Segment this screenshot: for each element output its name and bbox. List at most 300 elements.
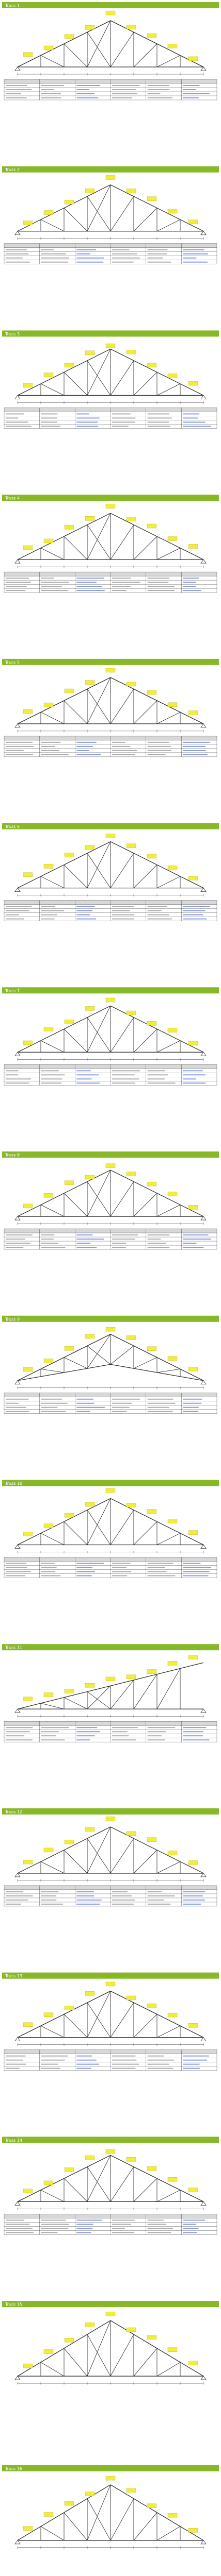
top-chord — [180, 2026, 203, 2038]
table-cell-text-mark — [41, 586, 62, 587]
member-label-plate — [188, 57, 198, 61]
table-cell-text-mark — [6, 2056, 25, 2057]
table-cell-text-mark — [41, 1239, 54, 1240]
diagonal-web — [64, 1698, 87, 1709]
member-label-plate — [44, 2512, 53, 2516]
member-label-plate — [188, 544, 198, 548]
table-cell-text-mark — [76, 750, 89, 751]
table-cell-text-mark — [148, 1891, 162, 1892]
member-label-plate — [147, 1021, 156, 1025]
member-label-plate — [168, 1028, 177, 1032]
bottom-chord — [64, 1368, 87, 1372]
table-cell-text-mark — [183, 2219, 205, 2221]
member-label-plate — [44, 1193, 53, 1197]
table-cell-text-mark — [148, 1078, 165, 1079]
bottom-chord — [110, 1364, 134, 1368]
table-cell-text-mark — [6, 1247, 23, 1248]
table-cell-text-mark — [6, 2068, 20, 2069]
support-icon — [201, 1545, 206, 1548]
table-cell-text-mark — [148, 578, 169, 579]
table-cell-text-mark — [112, 421, 135, 422]
table-cell-text-mark — [112, 910, 130, 911]
member-label-plate — [147, 854, 156, 858]
member-label-plate — [188, 381, 198, 385]
section-title: Truss 3 — [5, 331, 20, 336]
support-icon — [201, 560, 206, 563]
diagonal-web — [64, 1358, 87, 1368]
table-cell-text-mark — [76, 1411, 90, 1412]
top-chord — [157, 1668, 180, 1674]
member-label-plate — [106, 1488, 115, 1493]
member-label-plate — [168, 1357, 177, 1361]
table-cell-text-mark — [76, 1739, 90, 1740]
diagonal-web — [64, 1521, 87, 1545]
support-icon — [15, 231, 20, 235]
table-cell-text-mark — [6, 258, 23, 259]
table-cell-text-mark — [6, 582, 31, 583]
table-cell-text-mark — [6, 1567, 27, 1568]
member-label-plate — [147, 2335, 156, 2340]
table-cell-text-mark — [112, 2228, 125, 2229]
diagonal-web — [87, 1686, 110, 1709]
table-cell-text-mark — [76, 1900, 101, 1901]
table-cell-text-mark — [6, 1900, 28, 1901]
diagonal-web — [87, 2334, 110, 2376]
truss-section — [2, 2, 219, 100]
member-label-plate — [106, 2149, 115, 2154]
support-icon — [201, 1052, 206, 1056]
member-label-plate — [44, 2349, 53, 2353]
table-cell-text-mark — [41, 426, 60, 427]
top-chord — [110, 2320, 134, 2334]
table-cell-text-mark — [112, 906, 134, 907]
table-cell-text-mark — [41, 2056, 68, 2057]
member-label-plate — [23, 709, 33, 714]
table-cell-text-mark — [112, 1247, 126, 1248]
support-icon — [201, 67, 206, 71]
member-label-plate — [85, 2323, 94, 2327]
member-label-plate — [44, 2013, 53, 2017]
table-cell-text-mark — [112, 919, 134, 920]
table-cell-text-mark — [76, 249, 96, 250]
table-cell-text-mark — [76, 1239, 104, 1240]
table-cell-text-mark — [112, 93, 137, 94]
member-label-plate — [65, 1020, 74, 1024]
bottom-chord — [87, 1364, 110, 1368]
diagonal-web — [110, 1346, 134, 1364]
table-cell-text-mark — [6, 910, 29, 911]
table-cell-text-mark — [76, 1243, 90, 1244]
table-cell-text-mark — [6, 578, 29, 579]
table-cell-text-mark — [183, 262, 208, 263]
table-cell-text-mark — [112, 2224, 131, 2225]
table-cell-text-mark — [6, 1563, 26, 1564]
table-cell-text-mark — [148, 1900, 164, 1901]
support-icon — [15, 67, 20, 71]
table-cell-text-mark — [6, 1575, 25, 1576]
section-header-bar — [2, 1808, 219, 1815]
table-cell-text-mark — [112, 1403, 132, 1404]
table-cell-text-mark — [148, 258, 163, 259]
member-label-plate — [147, 2004, 156, 2008]
member-label-plate — [127, 1336, 136, 1340]
section-header-bar — [2, 823, 219, 829]
table-cell-text-mark — [183, 1571, 209, 1572]
member-label-plate — [106, 2312, 115, 2316]
diagonal-web — [87, 196, 110, 231]
table-cell-text-mark — [76, 262, 103, 263]
table-cell-text-mark — [6, 1895, 33, 1896]
table-cell-text-mark — [76, 1571, 95, 1572]
table-cell-text-mark — [76, 413, 89, 414]
table-cell-text-mark — [183, 1074, 205, 1075]
table-cell-text-mark — [76, 2060, 96, 2061]
member-label-plate — [44, 1524, 53, 1528]
support-icon — [15, 1709, 20, 1713]
section-title: Truss 5 — [5, 660, 20, 665]
member-label-plate — [168, 537, 177, 541]
top-chord — [180, 384, 203, 396]
table-cell-text-mark — [76, 1727, 97, 1728]
table-cell-text-mark — [6, 754, 33, 755]
table-cell-text-mark — [41, 1904, 63, 1905]
table-cell-text-mark — [112, 586, 131, 587]
table-cell-text-mark — [183, 1567, 211, 1568]
table-cell-text-mark — [41, 2224, 69, 2225]
table-cell-text-mark — [148, 746, 171, 747]
member-label-plate — [23, 2527, 33, 2531]
table-cell-text-mark — [76, 578, 104, 579]
table-cell-text-mark — [112, 1735, 129, 1736]
table-cell-text-mark — [41, 2219, 66, 2221]
section-title: Truss 7 — [5, 988, 20, 993]
table-cell-text-mark — [148, 742, 169, 743]
table-cell-text-mark — [112, 1243, 126, 1244]
table-cell-text-mark — [112, 590, 127, 591]
table-cell-text-mark — [112, 1571, 131, 1572]
diagonal-web — [134, 1850, 157, 1873]
member-label-plate — [127, 1832, 136, 1836]
diagonal-web — [157, 1668, 180, 1709]
member-label-plate — [85, 189, 94, 193]
table-cell-text-mark — [6, 262, 30, 263]
table-cell-text-mark — [183, 754, 207, 755]
table-cell-text-mark — [112, 258, 140, 259]
table-cell-text-mark — [112, 426, 129, 427]
diagonal-web — [110, 1838, 134, 1873]
member-label-plate — [23, 546, 33, 550]
support-icon — [201, 2540, 206, 2544]
top-chord — [41, 1698, 64, 1703]
table-cell-text-mark — [148, 93, 161, 94]
member-label-plate — [168, 1519, 177, 1523]
table-cell-text-mark — [76, 417, 99, 418]
member-label-plate — [168, 2177, 177, 2181]
table-cell-text-mark — [148, 1411, 173, 1412]
table-cell-text-mark — [183, 1727, 206, 1728]
table-cell-text-mark — [41, 750, 59, 751]
table-cell-text-mark — [148, 1571, 167, 1572]
table-cell-text-mark — [6, 2219, 24, 2221]
table-cell-text-mark — [41, 906, 55, 907]
diagonal-web — [134, 536, 157, 560]
diagonal-web — [41, 1861, 64, 1873]
diagonal-web — [87, 1838, 110, 1873]
diagonal-web — [41, 2190, 64, 2202]
table-cell-text-mark — [183, 742, 210, 743]
table-cell-text-mark — [183, 421, 205, 422]
table-cell-text-mark — [6, 413, 24, 414]
table-cell-text-mark — [183, 1407, 198, 1408]
table-cell-text-mark — [76, 1563, 104, 1564]
member-label-plate — [23, 1204, 33, 1208]
diagonal-web — [110, 525, 134, 560]
table-cell-text-mark — [112, 1239, 135, 1240]
table-cell-text-mark — [76, 586, 102, 587]
diagonal-web — [134, 2513, 157, 2540]
table-cell-text-mark — [183, 1895, 202, 1896]
section-title: Truss 12 — [5, 1809, 23, 1815]
table-cell-text-mark — [6, 1731, 30, 1732]
table-cell-text-mark — [148, 2056, 164, 2057]
member-label-plate — [106, 668, 115, 672]
table-cell-text-mark — [148, 582, 169, 583]
member-label-plate — [168, 703, 177, 707]
table-cell-text-mark — [148, 262, 171, 263]
table-cell-text-mark — [148, 906, 167, 907]
table-cell-text-mark — [76, 1399, 93, 1400]
table-cell-text-mark — [76, 2056, 91, 2057]
table-cell-text-mark — [41, 742, 61, 743]
table-cell-text-mark — [41, 2232, 58, 2233]
table-cell-text-mark — [148, 1074, 168, 1075]
support-icon — [201, 1216, 206, 1220]
table-cell-text-mark — [148, 2068, 173, 2069]
table-cell-text-mark — [148, 754, 166, 755]
table-cell-text-mark — [148, 750, 171, 751]
diagonal-web — [64, 44, 87, 67]
table-cell-text-mark — [76, 754, 101, 755]
truss-section — [2, 1151, 219, 1249]
member-label-plate — [23, 1367, 33, 1371]
table-cell-text-mark — [112, 97, 132, 98]
table-cell-text-mark — [6, 417, 18, 418]
table-cell-text-mark — [183, 1739, 209, 1740]
table-cell-text-mark — [76, 910, 92, 911]
table-cell-text-mark — [41, 417, 57, 418]
diagonal-web — [87, 32, 110, 67]
member-label-plate — [23, 2364, 33, 2368]
table-cell-text-mark — [148, 914, 169, 916]
diagonal-web — [157, 56, 180, 67]
truss-section — [2, 987, 219, 1085]
table-cell-text-mark — [41, 85, 64, 86]
section-header-bar — [2, 495, 219, 501]
member-label-plate — [65, 689, 74, 693]
diagonal-web — [157, 876, 180, 888]
table-cell-text-mark — [148, 249, 168, 250]
table-cell-text-mark — [6, 1571, 30, 1572]
table-cell-text-mark — [183, 97, 198, 98]
diagonal-web — [134, 208, 157, 231]
table-cell-text-mark — [148, 1735, 162, 1736]
diagonal-web — [87, 1182, 110, 1217]
member-label-plate — [106, 11, 115, 15]
diagonal-web — [157, 1205, 180, 1217]
diagonal-web — [87, 2167, 110, 2202]
member-label-plate — [127, 2488, 136, 2493]
member-label-plate — [188, 1367, 198, 1371]
table-cell-text-mark — [183, 1243, 196, 1244]
truss-section — [2, 659, 219, 757]
table-cell-text-mark — [148, 2232, 171, 2233]
table-cell-text-mark — [148, 1575, 176, 1576]
diagonal-web — [64, 701, 87, 724]
section-title: Truss 9 — [5, 1317, 20, 1322]
diagonal-web — [157, 1041, 180, 1053]
table-cell-text-mark — [6, 586, 27, 587]
table-cell-text-mark — [148, 253, 167, 255]
section-title: Truss 14 — [5, 2138, 23, 2143]
table-cell-text-mark — [6, 85, 27, 86]
member-label-plate — [106, 1327, 115, 1331]
table-cell-text-mark — [148, 1070, 165, 1071]
truss-section — [2, 166, 219, 264]
table-cell-text-mark — [76, 421, 98, 422]
member-label-plate — [23, 1532, 33, 1536]
diagonal-web — [134, 44, 157, 67]
support-icon — [15, 1381, 20, 1384]
diagonal-web — [64, 372, 87, 395]
member-label-plate — [168, 374, 177, 378]
table-cell-text-mark — [6, 2228, 33, 2229]
diagonal-web — [110, 2003, 134, 2038]
table-cell-text-mark — [112, 413, 131, 414]
member-label-plate — [44, 539, 53, 543]
support-icon — [201, 724, 206, 727]
member-label-plate — [106, 1164, 115, 1168]
member-label-plate — [147, 2166, 156, 2171]
table-cell-text-mark — [112, 578, 131, 579]
diagonal-web — [157, 1369, 180, 1372]
table-cell-text-mark — [183, 1904, 201, 1905]
table-cell-text-mark — [112, 253, 137, 255]
table-cell-text-mark — [112, 1082, 135, 1083]
table-cell-text-mark — [76, 2219, 102, 2221]
table-cell-text-mark — [6, 590, 25, 591]
table-cell-text-mark — [41, 1082, 61, 1083]
section-header-bar — [2, 1644, 219, 1650]
top-chord — [180, 1663, 203, 1668]
table-cell-text-mark — [148, 1895, 175, 1896]
top-chord — [157, 1521, 180, 1533]
table-cell-text-mark — [41, 1411, 66, 1412]
member-label-plate — [85, 681, 94, 685]
diagonal-web — [64, 536, 87, 560]
member-label-plate — [106, 834, 115, 838]
table-cell-text-mark — [76, 1234, 92, 1235]
diagonal-web — [110, 361, 134, 396]
member-label-plate — [85, 516, 94, 520]
diagonal-web — [157, 548, 180, 560]
diagonal-web — [110, 689, 134, 724]
diagonal-web — [110, 853, 134, 888]
diagonal-web — [157, 2190, 180, 2202]
diagonal-web — [64, 2348, 87, 2376]
table-cell-text-mark — [6, 742, 33, 743]
table-cell-text-mark — [41, 97, 61, 98]
table-cell-text-mark — [41, 1407, 58, 1408]
section-title: Truss 8 — [5, 1153, 20, 1158]
member-label-plate — [65, 2338, 74, 2342]
table-cell-text-mark — [112, 249, 129, 250]
table-cell-text-mark — [76, 906, 94, 907]
table-cell-text-mark — [76, 253, 90, 255]
section-header-bar — [2, 330, 219, 336]
table-cell-text-mark — [183, 910, 205, 911]
diagonal-web — [87, 1827, 110, 1873]
truss-section — [2, 1973, 219, 2071]
member-label-plate — [106, 1677, 115, 1681]
table-cell-text-mark — [112, 2060, 136, 2061]
table-cell-text-mark — [183, 253, 208, 255]
member-label-plate — [85, 1334, 94, 1338]
truss-section — [2, 495, 219, 592]
diagonal-web — [64, 1850, 87, 1873]
diagonal-web — [134, 2348, 157, 2376]
table-cell-text-mark — [183, 578, 199, 579]
top-chord — [18, 876, 41, 888]
member-label-plate — [188, 1041, 198, 1045]
member-label-plate — [65, 1346, 74, 1350]
table-cell-text-mark — [41, 89, 54, 90]
top-chord — [180, 1533, 203, 1545]
table-cell-text-mark — [148, 89, 170, 90]
member-label-plate — [147, 363, 156, 367]
member-label-plate — [127, 1172, 136, 1176]
diagonal-web — [134, 2014, 157, 2038]
diagonal-web — [41, 876, 64, 888]
table-cell-text-mark — [112, 750, 137, 751]
table-cell-text-mark — [76, 2232, 91, 2233]
support-icon — [15, 560, 20, 563]
member-label-plate — [168, 44, 177, 48]
diagonal-web — [134, 701, 157, 724]
table-cell-text-mark — [41, 253, 66, 255]
table-cell-text-mark — [41, 2228, 69, 2229]
table-cell-text-mark — [41, 1571, 55, 1572]
diagonal-web — [87, 2155, 110, 2201]
table-cell-text-mark — [112, 582, 140, 583]
diagonal-web — [41, 1205, 64, 1217]
diagonal-web — [157, 2527, 180, 2540]
member-label-plate — [23, 1041, 33, 1045]
member-label-plate — [23, 2189, 33, 2193]
table-cell-text-mark — [76, 85, 100, 86]
member-label-plate — [85, 351, 94, 355]
table-cell-text-mark — [148, 2064, 169, 2065]
table-cell-text-mark — [112, 2068, 135, 2069]
diagonal-web — [41, 2527, 64, 2540]
table-cell-text-mark — [76, 89, 89, 90]
member-label-plate — [127, 1503, 136, 1507]
table-cell-text-mark — [112, 1234, 138, 1235]
table-cell-text-mark — [112, 1731, 128, 1732]
table-cell-text-mark — [6, 97, 27, 98]
member-label-plate — [44, 703, 53, 707]
table-cell-text-mark — [183, 1575, 208, 1576]
table-cell-text-mark — [41, 1735, 56, 1736]
